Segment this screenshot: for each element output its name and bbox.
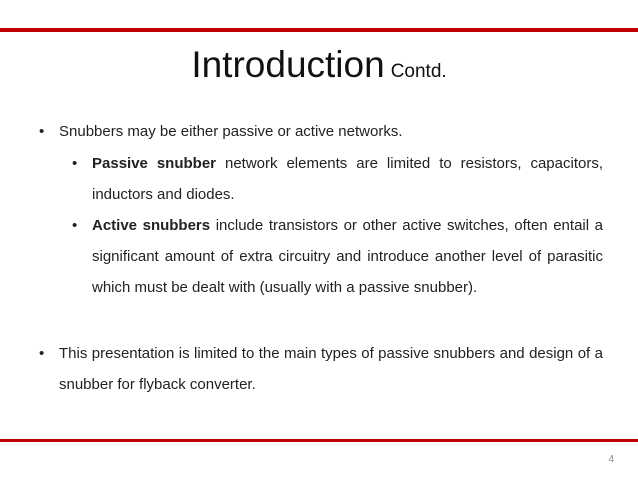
bullet-item: [39, 116, 603, 147]
slide-title-main: Introduction: [191, 44, 385, 85]
bullet-marker: •: [39, 123, 45, 140]
bullet-text: Snubbers may be either passive or active networks.: [59, 123, 403, 140]
sub-bullet-item: [72, 148, 603, 210]
slide-title-sub: Contd.: [390, 61, 447, 82]
bullet-term: Active snubbers: [92, 217, 211, 234]
bullet-text: include transistors or other active switches, often entail a significant amount of extra circuitry and introduce another level of parasitic which must be dealt with (usually with a passive snubber).: [92, 217, 603, 296]
bullet-text: This presentation is limited to the main types of passive snubbers and design of a snubber for flyback converter.: [59, 345, 603, 393]
bullet-text: network elements are limited to resistors, capacitors, inductors and diodes.: [92, 155, 603, 203]
bullet-term: Passive snubber: [92, 155, 217, 172]
bullet-marker: •: [39, 345, 45, 362]
sub-bullet-item: [72, 210, 603, 303]
bullet-marker: •: [72, 155, 78, 172]
bottom-accent-rule: [0, 439, 638, 442]
bullet-item: [39, 338, 603, 400]
page-number: 4: [608, 454, 614, 465]
bullet-marker: •: [72, 217, 78, 234]
